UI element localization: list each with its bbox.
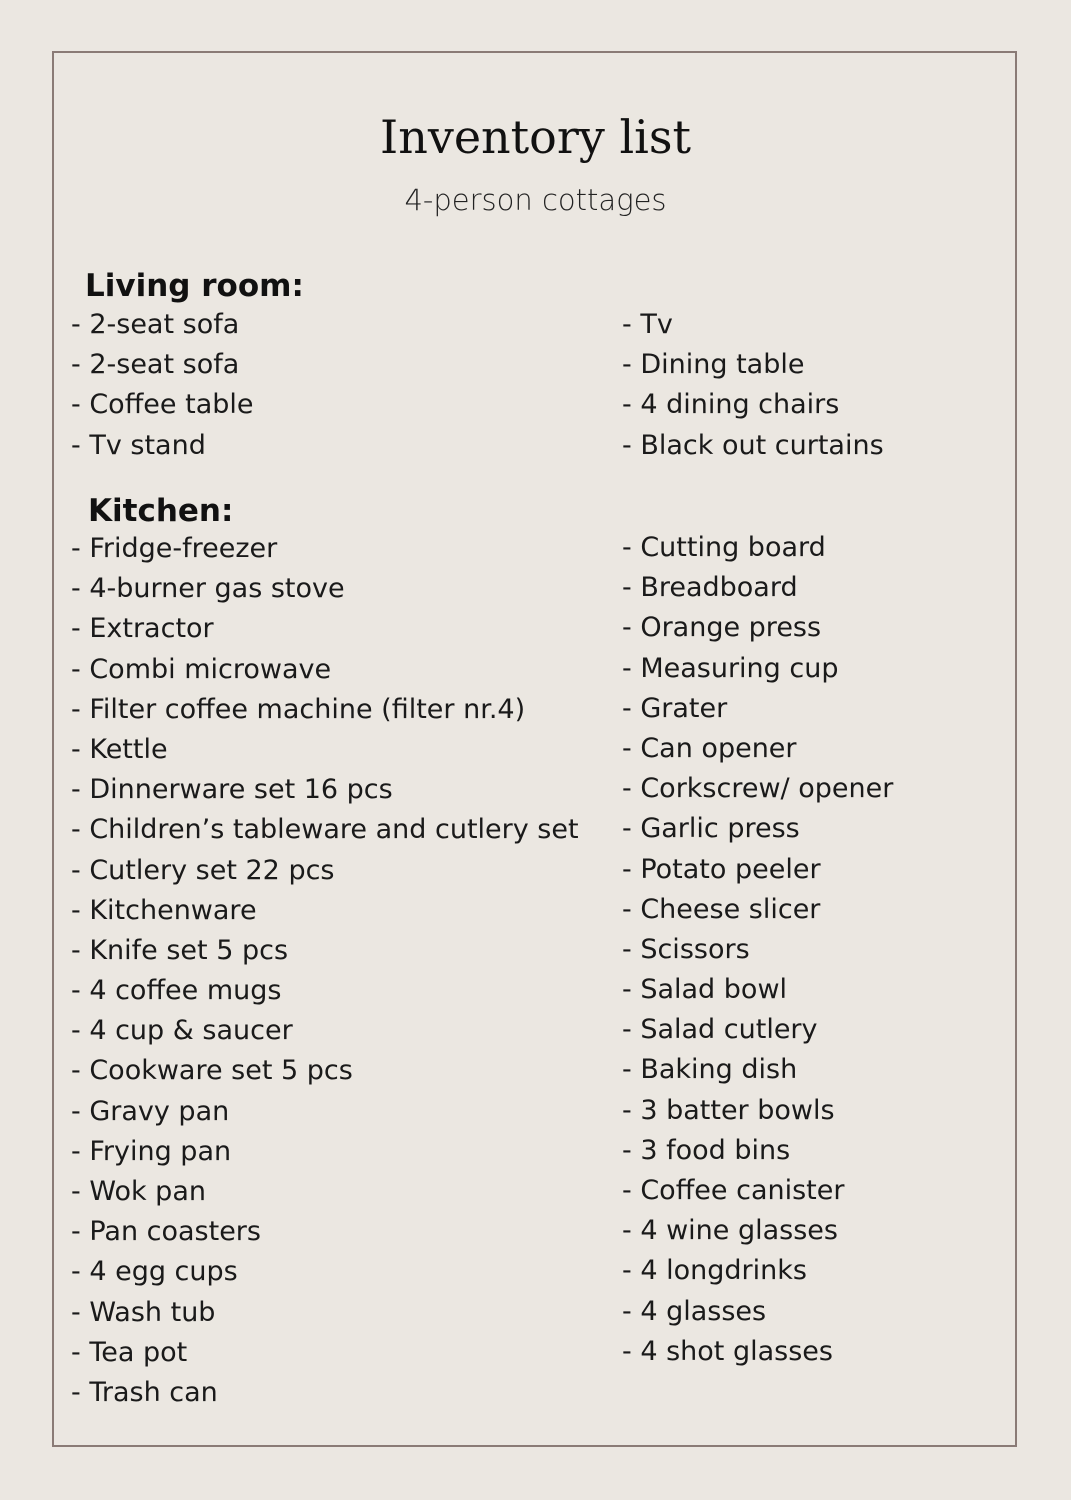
list-item: - Baking dish (622, 1050, 893, 1090)
list-item: - Wash tub (71, 1293, 579, 1333)
list-item: - Gravy pan (71, 1092, 579, 1132)
list-item: - Measuring cup (622, 649, 893, 689)
list-item: - Salad bowl (622, 970, 893, 1010)
list-item: - 2-seat sofa (71, 305, 254, 345)
page-subtitle: 4-person cottages (404, 183, 667, 217)
list-item: - Wok pan (71, 1172, 579, 1212)
page-title: Inventory list (380, 110, 691, 164)
list-item: - Cookware set 5 pcs (71, 1051, 579, 1091)
list-item: - Dinnerware set 16 pcs (71, 770, 579, 810)
list-item: - 4 wine glasses (622, 1211, 893, 1251)
list-item: - Orange press (622, 608, 893, 648)
list-item: - Extractor (71, 609, 579, 649)
list-item: - Tv stand (71, 426, 254, 466)
list-item: - 2-seat sofa (71, 345, 254, 385)
list-item: - Tea pot (71, 1333, 579, 1373)
list-item: - Breadboard (622, 568, 893, 608)
list-item: - Coffee canister (622, 1171, 893, 1211)
kitchen-heading: Kitchen: (88, 493, 234, 529)
list-item: - Dining table (622, 345, 884, 385)
list-item: - Tv (622, 305, 884, 345)
list-item: - Cheese slicer (622, 890, 893, 930)
list-item: - Coffee table (71, 385, 254, 425)
list-item: - Frying pan (71, 1132, 579, 1172)
list-item: - Knife set 5 pcs (71, 931, 579, 971)
list-item: - 4 shot glasses (622, 1332, 893, 1372)
list-item: - Combi microwave (71, 650, 579, 690)
list-item: - 3 food bins (622, 1131, 893, 1171)
living-room-list-right (622, 305, 884, 466)
list-item: - Kitchenware (71, 891, 579, 931)
list-item: - Corkscrew/ opener (622, 769, 893, 809)
list-item: - Grater (622, 689, 893, 729)
list-item: - Scissors (622, 930, 893, 970)
kitchen-list-right (622, 528, 893, 1372)
list-item: - Cutlery set 22 pcs (71, 851, 579, 891)
list-item: - Garlic press (622, 809, 893, 849)
list-item: - Black out curtains (622, 426, 884, 466)
list-item: - 4 longdrinks (622, 1251, 893, 1291)
list-item: - Children’s tableware and cutlery set (71, 810, 579, 850)
list-item: - 3 batter bowls (622, 1091, 893, 1131)
list-item: - Fridge-freezer (71, 529, 579, 569)
list-item: - 4 glasses (622, 1292, 893, 1332)
list-item: - Salad cutlery (622, 1010, 893, 1050)
living-room-list-left (71, 305, 254, 466)
list-item: - Kettle (71, 730, 579, 770)
list-item: - 4 coffee mugs (71, 971, 579, 1011)
kitchen-list-left (71, 529, 579, 1413)
list-item: - Can opener (622, 729, 893, 769)
living-room-heading: Living room: (85, 268, 304, 304)
list-item: - Pan coasters (71, 1212, 579, 1252)
list-item: - Cutting board (622, 528, 893, 568)
list-item: - 4 cup & saucer (71, 1011, 579, 1051)
list-item: - 4 egg cups (71, 1252, 579, 1292)
list-item: - Filter coffee machine (filter nr.4) (71, 690, 579, 730)
list-item: - 4-burner gas stove (71, 569, 579, 609)
list-item: - Potato peeler (622, 850, 893, 890)
list-item: - Trash can (71, 1373, 579, 1413)
list-item: - 4 dining chairs (622, 385, 884, 425)
